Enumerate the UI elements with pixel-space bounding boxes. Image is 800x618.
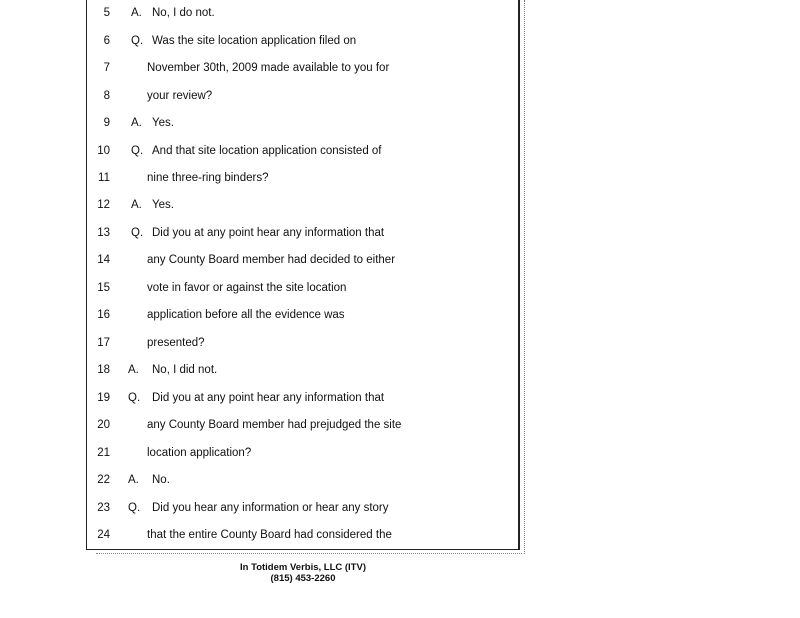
line-text: nine three-ring binders? — [147, 172, 269, 184]
line-text: that the entire County Board had considered the — [147, 529, 392, 541]
line-number: 17 — [97, 337, 110, 349]
footer-company: In Totidem Verbis, LLC (ITV) — [240, 562, 366, 573]
line-number: 19 — [97, 392, 110, 404]
line-number: 24 — [97, 529, 110, 541]
line-text: And that site location application consisted of — [152, 145, 382, 157]
line-text: No, I do not. — [152, 7, 215, 19]
line-number: 18 — [97, 364, 110, 376]
line-text: Was the site location application filed on — [152, 35, 357, 47]
line-number: 5 — [103, 7, 110, 19]
line-text: Did you at any point hear any information that — [152, 392, 385, 404]
transcript-page — [86, 0, 520, 550]
line-text: your review? — [147, 90, 213, 102]
line-text: November 30th, 2009 made available to you for — [147, 62, 390, 74]
line-number: 10 — [97, 145, 110, 157]
line-number: 23 — [97, 502, 110, 514]
line-text: vote in favor or against the site location — [147, 282, 347, 294]
line-text: application before all the evidence was — [147, 309, 345, 321]
line-number: 9 — [103, 117, 110, 129]
line-number: 21 — [97, 447, 110, 459]
page-edge-right — [518, 0, 525, 554]
line-text: Yes. — [152, 117, 174, 129]
line-number: 11 — [98, 172, 110, 184]
line-text: No, I did not. — [152, 364, 218, 376]
line-number: 8 — [103, 90, 110, 102]
footer-phone: (815) 453-2260 — [270, 573, 336, 584]
answer-marker: A. — [131, 117, 142, 129]
line-text: Did you at any point hear any information that — [152, 227, 385, 239]
line-number: 15 — [97, 282, 110, 294]
answer-marker: A. — [131, 7, 142, 19]
line-number: 6 — [103, 35, 110, 47]
line-text: Yes. — [152, 199, 174, 211]
question-marker: Q. — [128, 392, 141, 404]
line-number: 20 — [97, 419, 110, 431]
answer-marker: A. — [131, 199, 142, 211]
line-number: 16 — [97, 309, 110, 321]
line-number: 12 — [97, 199, 110, 211]
line-text: No. — [152, 474, 170, 486]
line-number: 7 — [103, 62, 110, 74]
question-marker: Q. — [131, 227, 144, 239]
page-edge-bottom — [96, 553, 522, 554]
line-number: 14 — [97, 254, 110, 266]
line-number: 13 — [97, 227, 110, 239]
line-text: any County Board member had decided to either — [147, 254, 396, 266]
question-marker: Q. — [131, 145, 144, 157]
line-text: presented? — [147, 337, 205, 349]
answer-marker: A. — [128, 474, 139, 486]
line-text: location application? — [147, 447, 252, 459]
question-marker: Q. — [131, 35, 144, 47]
line-number: 22 — [97, 474, 110, 486]
question-marker: Q. — [128, 502, 141, 514]
answer-marker: A. — [128, 364, 139, 376]
line-text: Did you hear any information or hear any story — [152, 502, 389, 514]
line-text: any County Board member had prejudged the site — [147, 419, 402, 431]
